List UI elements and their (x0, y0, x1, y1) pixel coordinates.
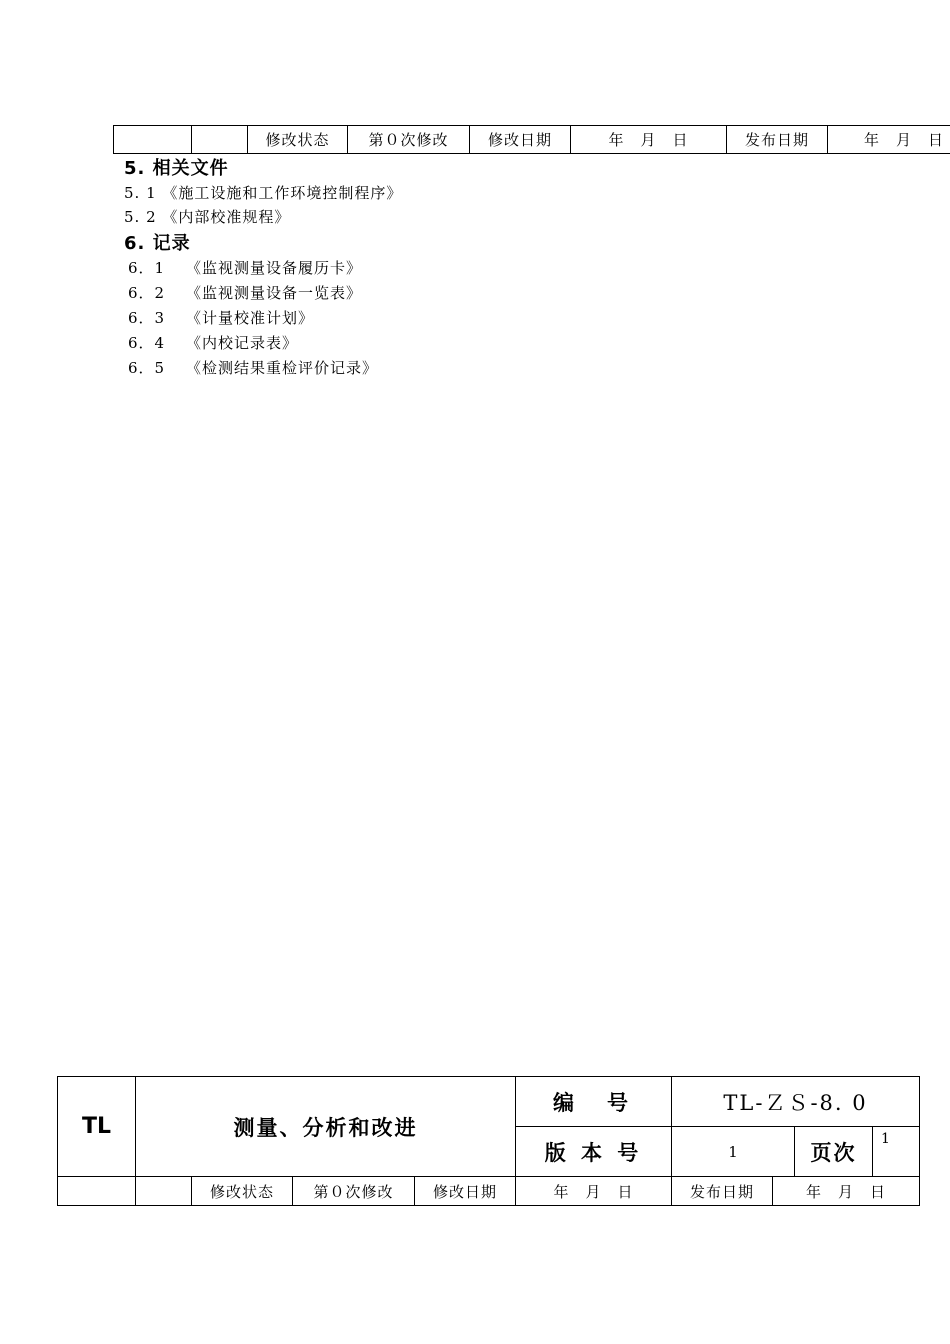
list-item (124, 182, 402, 203)
mod-status-label: 修改状态 (192, 1177, 293, 1206)
blank-cell (114, 126, 192, 154)
mod-status-value: 第０次修改 (293, 1177, 415, 1206)
pub-date-label: 发布日期 (727, 126, 828, 154)
mod-date-value: 年 月 日 (516, 1177, 672, 1206)
item-number: 6．4 (128, 334, 166, 352)
list-item (124, 206, 290, 227)
item-text: 《计量校准计划》 (186, 309, 315, 327)
item-text: 《内校记录表》 (186, 334, 299, 352)
item-number: 5. 1 (124, 184, 157, 202)
item-text: 《检测结果重检评价记录》 (186, 359, 379, 377)
blank-cell (136, 1177, 192, 1206)
mod-date-label: 修改日期 (415, 1177, 516, 1206)
blank-cell (58, 1177, 136, 1206)
page-value: 1 (873, 1127, 920, 1177)
item-number: 6．1 (128, 259, 166, 277)
blank-cell (192, 126, 248, 154)
code-label: 编 号 (516, 1077, 672, 1127)
section-heading-records: 6. 记录 (124, 233, 191, 254)
list-item (128, 357, 378, 378)
item-text: 《内部校准规程》 (162, 208, 291, 226)
item-number: 6．5 (128, 359, 166, 377)
list-item (128, 282, 362, 303)
item-number: 6．3 (128, 309, 166, 327)
page-label: 页次 (795, 1127, 873, 1177)
item-number: 6．2 (128, 284, 166, 302)
code-value: TL-ＺＳ-8. 0 (672, 1077, 920, 1127)
document-control-table-top (113, 125, 950, 154)
item-text: 《施工设施和工作环境控制程序》 (162, 184, 403, 202)
mod-date-label: 修改日期 (470, 126, 571, 154)
version-value: 1 (672, 1127, 795, 1177)
list-item (128, 307, 314, 328)
item-number: 5. 2 (124, 208, 157, 226)
list-item (128, 257, 362, 278)
pub-date-value: 年 月 日 (773, 1177, 920, 1206)
mod-date-value: 年 月 日 (571, 126, 727, 154)
pub-date-label: 发布日期 (672, 1177, 773, 1206)
section-heading-related-docs: 5. 相关文件 (124, 158, 229, 179)
mod-status-value: 第０次修改 (348, 126, 470, 154)
company-logo-text: TL (58, 1077, 136, 1177)
list-item (128, 332, 298, 353)
document-title: 测量、分析和改进 (136, 1077, 516, 1177)
item-text: 《监视测量设备一览表》 (186, 284, 363, 302)
pub-date-value: 年 月 日 (828, 126, 950, 154)
item-text: 《监视测量设备履历卡》 (186, 259, 363, 277)
mod-status-label: 修改状态 (248, 126, 348, 154)
version-label: 版 本 号 (516, 1127, 672, 1177)
document-footer-table (57, 1076, 920, 1206)
